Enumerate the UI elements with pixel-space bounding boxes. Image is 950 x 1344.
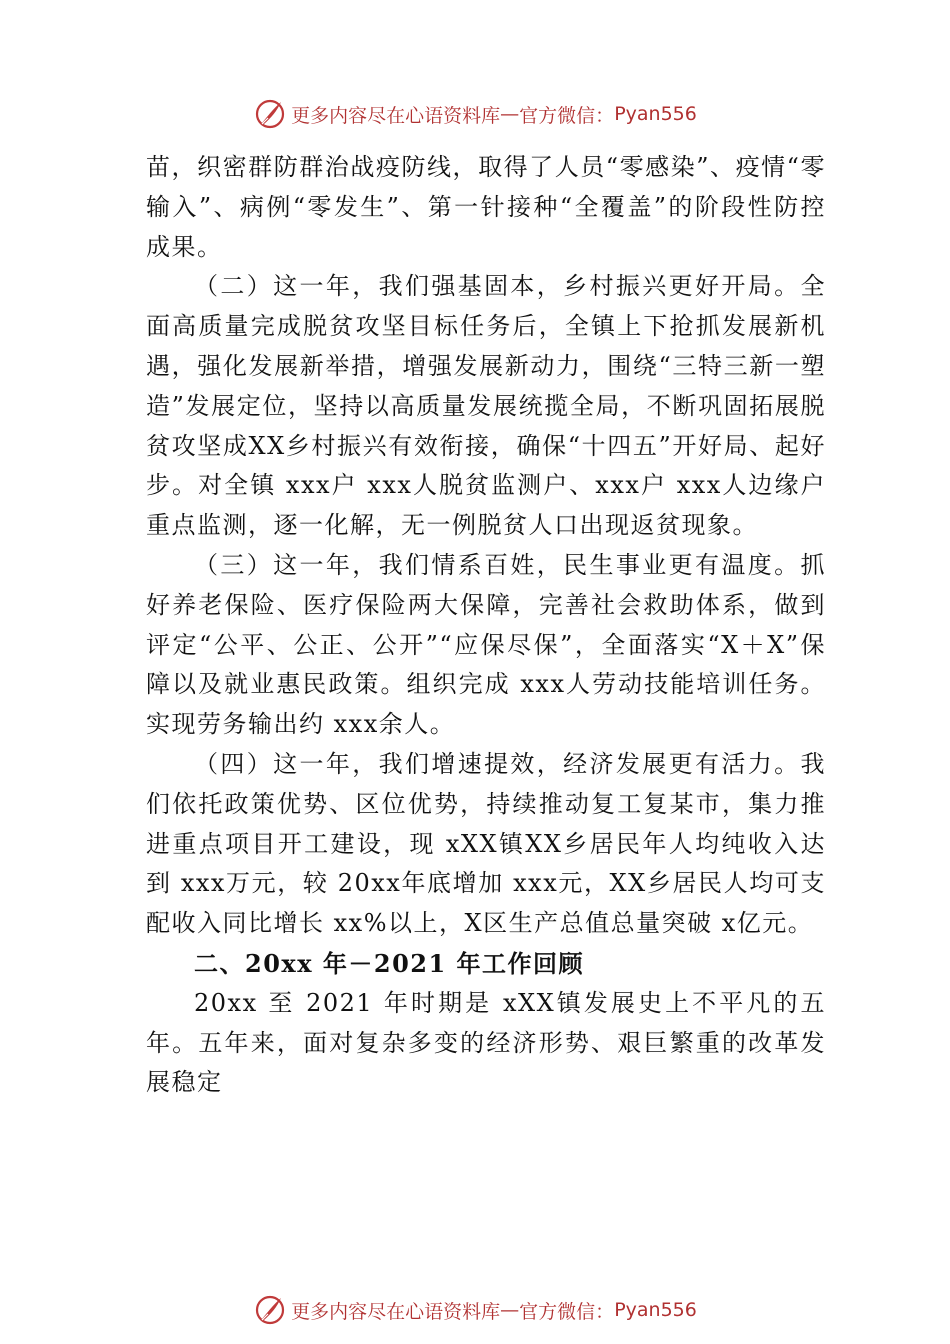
watermark-brand: 更多内容尽在心语资料库 bbox=[291, 104, 501, 127]
watermark-wechat-label: 官方微信： bbox=[519, 1300, 615, 1323]
feather-pen-logo-icon bbox=[253, 1293, 287, 1327]
watermark-wechat-label: 官方微信： bbox=[519, 104, 615, 127]
watermark-wechat-id: Pyan556 bbox=[614, 1299, 697, 1321]
paragraph-section-4: （四）这一年，我们增速提效，经济发展更有活力。我们依托政策优势、区位优势，持续推动复工复某市，集力推进重点项目开工建设，现 xXX镇XX乡居民年人均纯收入达到 xxx万元，较 20xx年底增加 xxx元，XX乡居民人均可支配收入同比增长 xx%以上，X区生产总值总量突破 x亿元。 bbox=[146, 749, 826, 938]
paragraph-continuation: 苗，织密群防群治战疫防线，取得了人员“零感染”、疫情“零输入”、病例“零发生”、第一针接种“全覆盖”的阶段性防控成果。 bbox=[146, 153, 826, 261]
watermark-wechat-id: Pyan556 bbox=[614, 103, 697, 125]
feather-pen-logo-icon bbox=[253, 97, 287, 131]
paragraph-section-3: （三）这一年，我们情系百姓，民生事业更有温度。抓好养老保险、医疗保险两大保障，完善社会救助体系，做到评定“公平、公正、公开”“应保尽保”，全面落实“X＋X”保障以及就业惠民政策。组织完成 xxx人劳动技能培训任务。实现劳务输出约 xxx余人。 bbox=[146, 550, 826, 739]
watermark-header bbox=[0, 94, 950, 134]
section-heading: 二、20xx 年－2021 年工作回顾 bbox=[194, 948, 585, 978]
watermark-separator: — bbox=[500, 1299, 520, 1321]
watermark-footer bbox=[0, 1290, 950, 1330]
paragraph-review: 20xx 至 2021 年时期是 xXX镇发展史上不平凡的五年。五年来，面对复杂多变的经济形势、艰巨繁重的改革发展稳定 bbox=[146, 988, 826, 1097]
watermark-brand: 更多内容尽在心语资料库 bbox=[291, 1300, 501, 1323]
paragraph-section-2: （二）这一年，我们强基固本，乡村振兴更好开局。全面高质量完成脱贫攻坚目标任务后，全镇上下抢抓发展新机遇，强化发展新举措，增强发展新动力，围绕“三特三新一塑造”发展定位，坚持以高质量发展统揽全局，不断巩固拓展脱贫攻坚成XX乡村振兴有效衔接，确保“十四五”开好局、起好步。对全镇 xxx户 xxx人脱贫监测户、xxx户 xxx人边缘户重点监测，逐一化解，无一例脱贫人口出现返贫现象。 bbox=[146, 272, 826, 540]
document-body bbox=[146, 148, 826, 1103]
watermark-separator: — bbox=[500, 103, 520, 125]
